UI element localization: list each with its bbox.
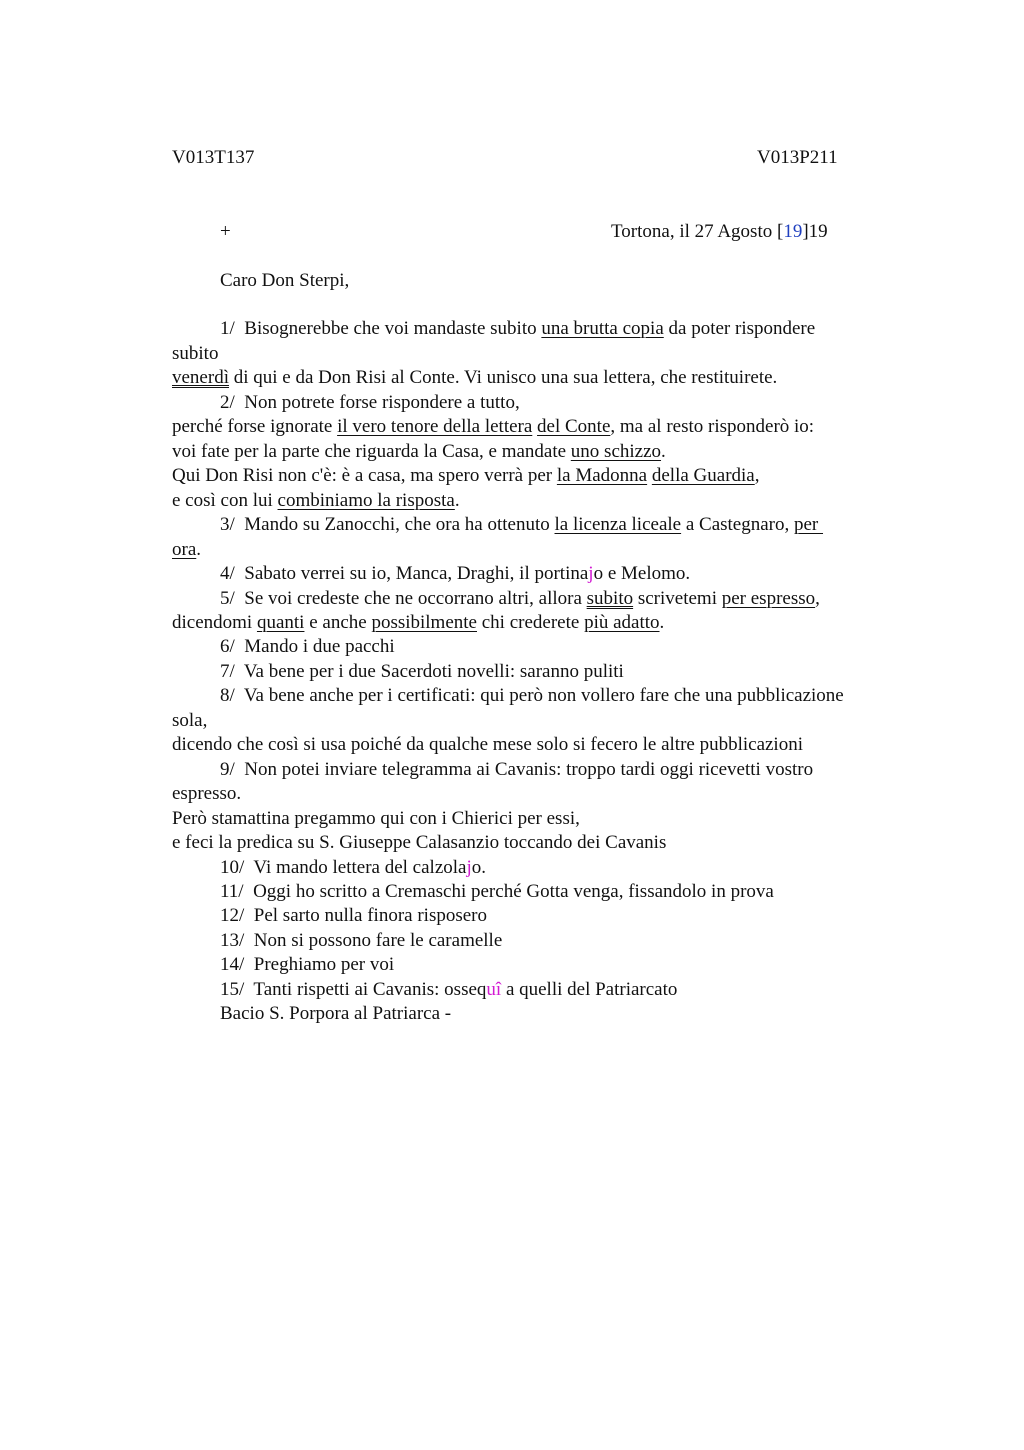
text-run: dicendomi <box>172 612 257 633</box>
point-6: 6/ Mando i due pacchi <box>220 636 395 657</box>
point-5-line-2 <box>172 612 664 634</box>
underlined-text: uno schizzo <box>570 441 662 462</box>
underlined-text: una brutta copia <box>541 318 664 339</box>
underlined-text: del Conte <box>537 416 611 437</box>
letter-date <box>611 221 828 243</box>
text-run: perché forse ignorate <box>172 416 338 437</box>
text-run: Qui Don Risi non c'è: è a casa, ma spero verrà per <box>172 465 557 486</box>
point-9-line-2: espresso. <box>172 783 242 804</box>
text-run: e così con lui <box>172 490 278 511</box>
point-2-line-3 <box>172 441 666 463</box>
text-run: o. <box>471 857 487 878</box>
point-13: 13/ Non si possono fare le caramelle <box>220 930 503 951</box>
text-run: 4/ Sabato verrei su io, Manca, Draghi, il portina <box>220 563 589 584</box>
point-9-line-1: 9/ Non potei inviare telegramma ai Cavanis: troppo tardi oggi ricevetti vostro <box>220 759 814 780</box>
point-9-line-4: e feci la predica su S. Giuseppe Calasanzio toccando dei Cavanis <box>172 832 667 853</box>
point-1-line-3 <box>172 367 777 389</box>
text-run: 10/ Vi mando lettera del calzola <box>220 857 467 878</box>
cross-mark: + <box>220 221 231 242</box>
underlined-text: possibilmente <box>371 612 477 633</box>
orthographic-mark: uî <box>486 979 502 1000</box>
date-prefix: Tortona, il 27 Agosto [ <box>611 221 784 242</box>
point-3-line-1 <box>220 514 823 536</box>
orthographic-mark: j <box>588 563 594 584</box>
date-editorial-insert: 19 <box>783 221 803 242</box>
text-run: e anche <box>304 612 372 633</box>
point-3-line-2 <box>172 539 201 561</box>
text-run: . <box>661 441 666 462</box>
point-4 <box>220 563 690 585</box>
underlined-text: la licenza liceale <box>554 514 682 535</box>
underlined-text: della Guardia <box>651 465 755 486</box>
point-2-line-2 <box>172 416 814 438</box>
text-run: 15/ Tanti rispetti ai Cavanis: osseq <box>220 979 487 1000</box>
underlined-text: più adatto <box>584 612 660 633</box>
point-8-line-3: dicendo che così si usa poiché da qualche mese solo si fecero le altre pubblicazioni <box>172 734 803 755</box>
text-run: a quelli del Patriarcato <box>501 979 678 1000</box>
double-underlined-text: venerdì <box>172 367 229 388</box>
document-code-right: V013P211 <box>757 147 838 168</box>
underlined-text: il vero tenore della lettera <box>337 416 533 437</box>
signoff: Bacio S. Porpora al Patriarca - <box>220 1003 452 1024</box>
text-run: scrivetemi <box>633 588 722 609</box>
date-suffix: ]19 <box>802 221 828 242</box>
underlined-text: quanti <box>256 612 305 633</box>
text-run: . <box>659 612 665 633</box>
underlined-text: per espresso <box>721 588 816 609</box>
point-1-line-2: subito <box>172 343 219 364</box>
text-run: voi fate per la parte che riguarda la Casa, e mandate <box>172 441 571 462</box>
text-run: 3/ Mando su Zanocchi, che ora ha ottenuto <box>220 514 555 535</box>
point-2-line-1: 2/ Non potrete forse rispondere a tutto, <box>220 392 520 413</box>
point-2-line-5 <box>172 490 460 512</box>
text-run: 5/ Se voi credeste che ne occorrano altri, allora <box>220 588 587 609</box>
underlined-text: ora <box>172 539 197 560</box>
text-run: a Castegnaro, <box>681 514 794 535</box>
point-7: 7/ Va bene per i due Sacerdoti novelli: saranno puliti <box>220 661 624 682</box>
point-9-line-3: Però stamattina pregammo qui con i Chierici per essi, <box>172 808 580 829</box>
point-15 <box>220 979 677 1001</box>
text-run: di qui e da Don Risi al Conte. Vi unisco una sua lettera, che restituirete. <box>228 367 778 388</box>
point-12: 12/ Pel sarto nulla finora risposero <box>220 905 488 926</box>
text-run: , <box>754 465 760 486</box>
text-run: , <box>815 588 820 609</box>
underlined-text: combiniamo la risposta <box>277 490 455 511</box>
underlined-text: la Madonna <box>556 465 648 486</box>
orthographic-mark: j <box>466 857 472 878</box>
point-2-line-4 <box>172 465 759 487</box>
text-run: . <box>196 539 202 560</box>
text-run: chi crederete <box>477 612 585 633</box>
text-run: , ma al resto risponderò io: <box>610 416 815 437</box>
salutation: Caro Don Sterpi, <box>220 270 350 291</box>
point-14: 14/ Preghiamo per voi <box>220 954 395 975</box>
document-code-left: V013T137 <box>172 147 255 168</box>
text-run: . <box>454 490 460 511</box>
underlined-text: per <box>794 514 824 535</box>
text-run: 1/ Bisognerebbe che voi mandaste subito <box>220 318 542 339</box>
double-underlined-text: subito <box>586 588 634 609</box>
text-run: da poter rispondere <box>663 318 816 339</box>
point-5-line-1 <box>220 588 820 610</box>
point-11: 11/ Oggi ho scritto a Cremaschi perché Gotta venga, fissandolo in prova <box>220 881 774 902</box>
point-8-line-2: sola, <box>172 710 208 731</box>
point-1-line-1 <box>220 318 815 340</box>
point-10 <box>220 857 486 879</box>
text-run: o e Melomo. <box>593 563 691 584</box>
point-8-line-1: 8/ Va bene anche per i certificati: qui però non vollero fare che una pubblicazione <box>220 685 844 706</box>
